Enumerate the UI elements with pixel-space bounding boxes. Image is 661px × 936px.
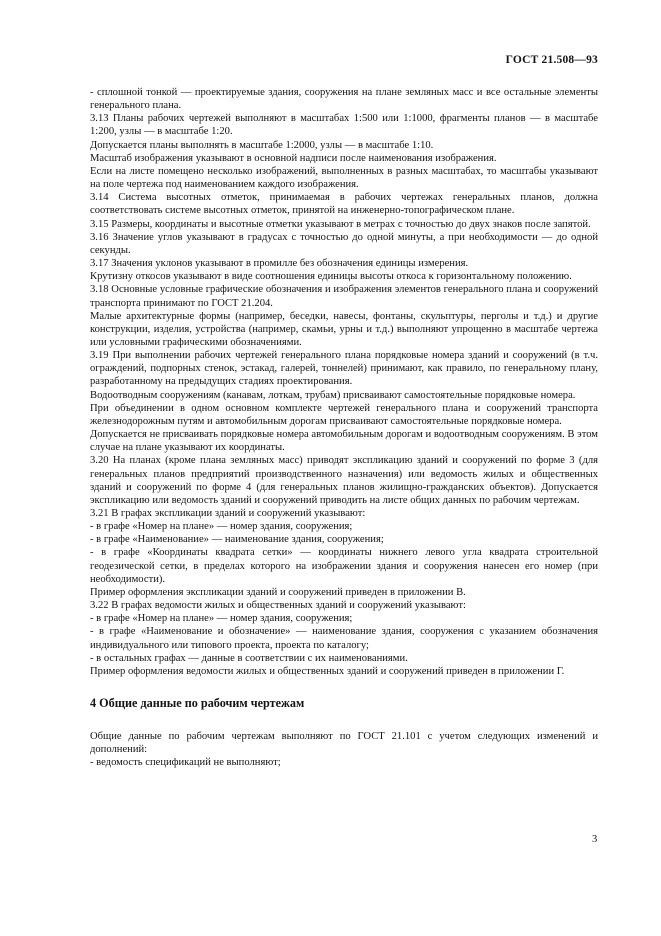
paragraph: Если на листе помещено несколько изображений, выполненных в разных масштабах, то масштабы указывают на поле чертежа под наименованием каждого изображения. [90,165,598,191]
paragraph: 3.18 Основные условные графические обозначения и изображения элементов генерального плана и сооружений транспорта принимают по ГОСТ 21.204. [90,284,598,309]
document-code: ГОСТ 21.508—93 [505,54,598,66]
list-item: - в остальных графах — данные в соответствии с их наименованиями. [90,652,408,664]
paragraph: Общие данные по рабочим чертежам выполняют по ГОСТ 21.101 с учетом следующих изменений и дополнений: [90,731,598,756]
paragraph: Допускается не присваивать порядковые номера автомобильным дорогам и водоотводным сооружениям. В этом случае на плане указывают их координаты. [90,429,598,454]
document-body [90,86,598,770]
paragraph: Масштаб изображения указывают в основной надписи после наименования изображения. [90,152,497,164]
paragraph: 3.14 Система высотных отметок, принимаемая в рабочих чертежах генеральных планов, должна соответствовать системе высотных отметок, принятой на инженерно-топографическом плане. [90,192,598,217]
paragraph: Крутизну откосов указывают в виде соотношения единицы высоты откоса к горизонтальному положению. [90,271,572,283]
paragraph: 3.22 В графах ведомости жилых и общественных зданий и сооружений указывают: [90,600,466,612]
page-number: 3 [592,834,598,845]
list-item: - в графе «Номер на плане» — номер здания, сооружения; [90,613,353,625]
paragraph: Пример оформления ведомости жилых и общественных зданий и сооружений приведен в приложении Г. [90,665,565,677]
paragraph: 3.13 Планы рабочих чертежей выполняют в масштабах 1:500 или 1:1000, фрагменты планов — в масштабе 1:200, узлы — в масштабе 1:20. [90,113,598,138]
section-heading: 4 Общие данные по рабочим чертежам [90,696,305,711]
paragraph: 3.17 Значения уклонов указывают в промилле без обозначения единицы измерения. [90,258,469,270]
paragraph: 3.15 Размеры, координаты и высотные отметки указывают в метрах с точностью до двух знаков после запятой. [90,218,591,230]
list-item: - в графе «Наименование» — наименование здания, сооружения; [90,534,384,546]
paragraph: - сплошной тонкой — проектируемые здания, сооружения на плане земляных масс и все остальные элементы генерального плана. [90,87,598,112]
paragraph: При объединении в одном основном комплекте чертежей генерального плана и сооружений транспорта железнодорожным путям и автомобильным дорогам присваивают самостоятельные порядковые номера. [90,402,598,427]
paragraph: 3.19 При выполнении рабочих чертежей генерального плана порядковые номера зданий и сооружений (в т.ч. ограждений, подпорных стенок, эстакад, галерей, тоннелей) принимают, как правило, по генеральному плану, разработанному на предыдущих стадиях проектирования. [90,350,598,388]
paragraph: Водоотводным сооружениям (канавам, лоткам, трубам) присваивают самостоятельные порядковые номера. [90,389,576,401]
paragraph: Пример оформления экспликации зданий и сооружений приведен в приложении В. [90,586,466,598]
list-item: - в графе «Координаты квадрата сетки» — координаты нижнего левого угла квадрата строительной геодезической сетки, в пределах которого на изображении здания и сооружения нанесен его номер (при необходимости). [90,547,598,585]
paragraph: Малые архитектурные формы (например, беседки, навесы, фонтаны, скульптуры, перголы и т.д.) и другие конструкции, изделия, устройства (например, скамьи, урны и т.д.) выполняют упрощенно в масштабе чертежа или условными графическими обозначениями. [90,310,598,348]
paragraph: 3.20 На планах (кроме плана земляных масс) приводят экспликацию зданий и сооружений по форме 3 (для генеральных планов предприятий производственного назначения) или ведомость жилых и общественных зданий и сооружений по форме 4 (для генеральных планов жилищно-гражданских объектов). Допускается экспликацию или ведомость зданий и сооружений приводить на листе общих данных по рабочим чертежам. [90,455,598,506]
list-item: - в графе «Номер на плане» — номер здания, сооружения; [90,521,353,533]
paragraph: 3.21 В графах экспликации зданий и сооружений указывают: [90,508,366,519]
list-item: - в графе «Наименование и обозначение» — наименование здания, сооружения с указанием обозначения индивидуального или типового проекта, проекта по каталогу; [90,626,598,651]
paragraph: 3.16 Значение углов указывают в градусах с точностью до одной минуты, а при необходимости — до одной секунды. [90,231,598,256]
paragraph: Допускается планы выполнять в масштабе 1:2000, узлы — в масштабе 1:10. [90,139,434,151]
list-item: - ведомость спецификаций не выполняют; [90,757,281,769]
